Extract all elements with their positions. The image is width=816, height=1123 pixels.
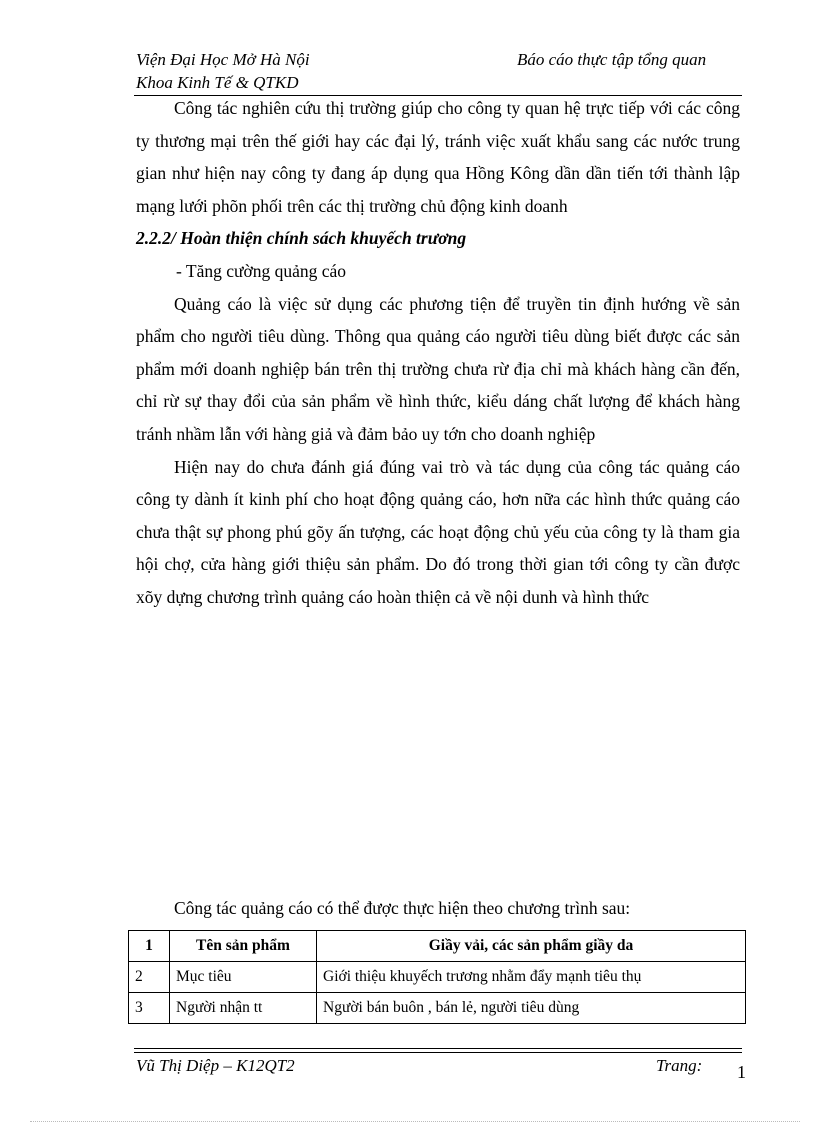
document-body	[136, 92, 740, 614]
row-number: 1	[129, 931, 170, 962]
bullet-advertising: - Tăng cường quảng cáo	[176, 260, 347, 281]
footer-rule-second	[134, 1052, 742, 1053]
row-value: Giới thiệu khuyếch trương nhằm đẩy mạnh tiêu thụ	[317, 962, 746, 993]
footer-page-label: Trang:	[656, 1056, 703, 1075]
row-value: Người bán buôn , bán lẻ, người tiêu dùng	[317, 993, 746, 1024]
row-value: Giầy vải, các sản phẩm giầy da	[317, 931, 746, 962]
row-label: Mục tiêu	[170, 962, 317, 993]
table-intro: Công tác quảng cáo có thể được thực hiện theo chương trình sau:	[174, 898, 631, 918]
page-number: 1	[737, 1062, 746, 1082]
footer-author: Vũ Thị Diệp – K12QT2	[136, 1056, 295, 1075]
row-label: Tên sản phẩm	[170, 931, 317, 962]
table-row	[129, 931, 746, 962]
footer-rule	[134, 1048, 742, 1049]
table-row	[129, 962, 746, 993]
advertising-plan-table	[128, 930, 746, 1024]
paragraph-advertising-definition: Quảng cáo là việc sử dụng các phương tiện để truyền tin định hướng về sản phẩm cho người tiêu dùng. Thông qua quảng cáo người tiêu dùng biết được các sản phẩm mới doanh nghiệp bán trên thị trường chưa rừ địa chỉ mà khách hàng cần đến, chỉ rừ sự thay đổi của sản phẩm về hình thức, kiểu dáng chất lượng để khách hàng tránh nhầm lẫn với hàng giả và đảm bảo uy tớn cho doanh nghiệp	[136, 293, 740, 444]
header-report-title: Báo cáo thực tập tổng quan	[517, 50, 707, 69]
section-heading: 2.2.2/ Hoàn thiện chính sách khuyếch trương	[136, 228, 467, 249]
paragraph-current-situation: Hiện nay do chưa đánh giá đúng vai trò và tác dụng của công tác quảng cáo công ty dành ít kinh phí cho hoạt động quảng cáo, hơn nữa các hình thức quảng cáo chưa thật sự phong phú gõy ấn tượng, các hoạt động chủ yếu của công ty là tham gia hội chợ, cửa hàng giới thiệu sản phẩm. Do đó trong thời gian tới công ty cần được xõy dựng chương trình quảng cáo hoàn thiện cả về nội dunh và hình thức	[136, 456, 740, 607]
row-number: 3	[129, 993, 170, 1024]
table-row	[129, 993, 746, 1024]
header-institute: Viện Đại Học Mở Hà Nội	[136, 50, 310, 69]
page-bottom-dotted-line	[30, 1121, 800, 1122]
row-label: Người nhận tt	[170, 993, 317, 1024]
row-number: 2	[129, 962, 170, 993]
paragraph-market-research: Công tác nghiên cứu thị trường giúp cho công ty quan hệ trực tiếp với các công ty thương mại trên thế giới hay các đại lý, tránh việc xuất khẩu sang các nước trung gian như hiện nay công ty đang áp dụng qua Hồng Kông dần dần tiến tới thành lập mạng lưới phõn phối trên các thị trường chủ động kinh doanh	[136, 98, 740, 216]
header-faculty: Khoa Kinh Tế & QTKD	[136, 73, 299, 92]
